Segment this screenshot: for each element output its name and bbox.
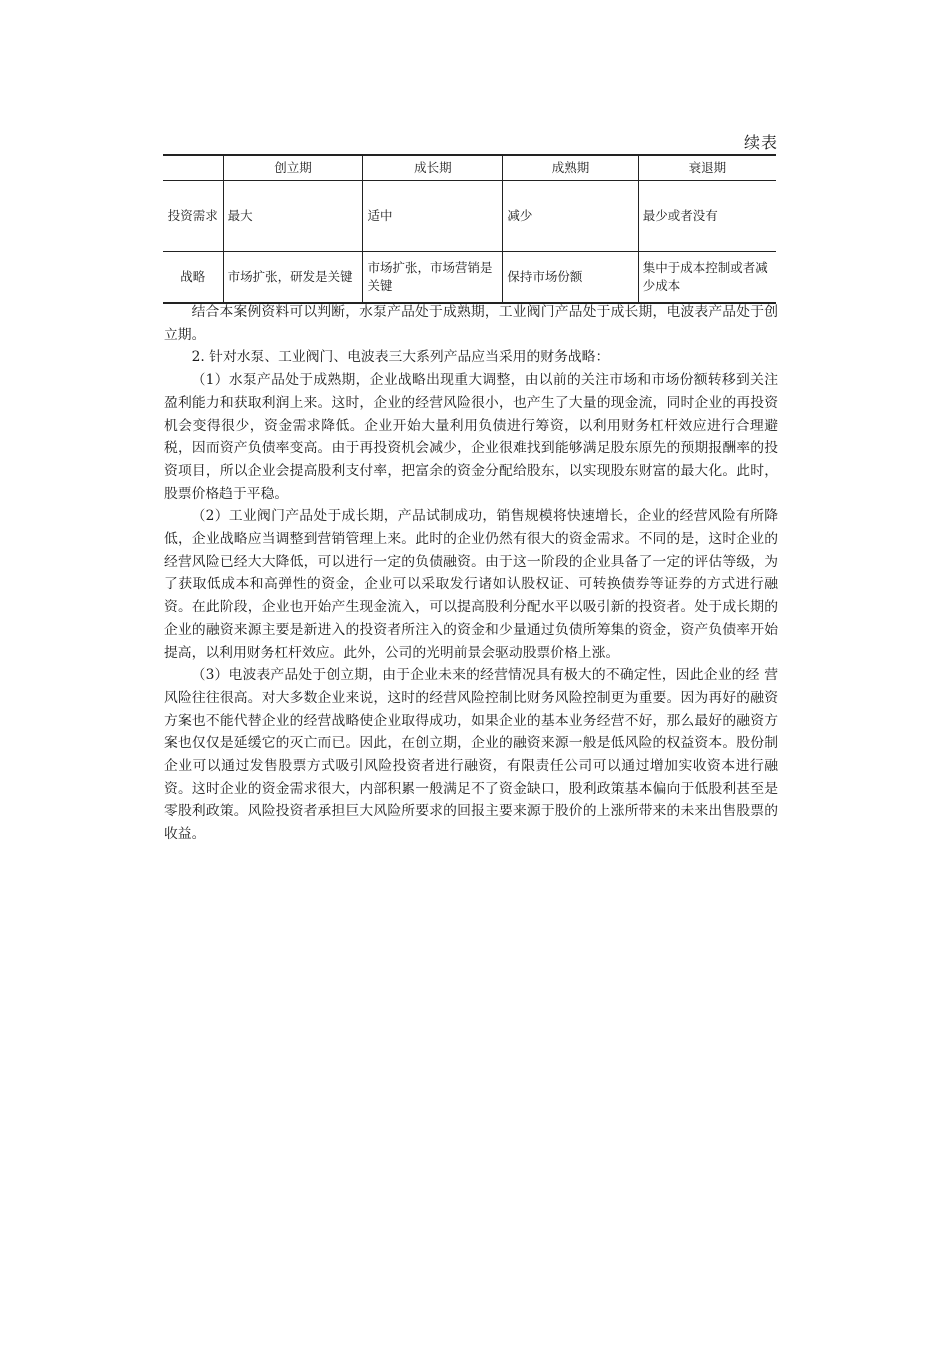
table-cell: 最少或者没有 [638,181,776,252]
table-header-corner [163,155,223,181]
row-label-investment: 投资需求 [163,181,223,252]
life-cycle-table [163,154,776,304]
paragraph-water-pump: （1）水泵产品处于成熟期，企业战略出现重大调整，由以前的关注市场和市场份额转移到关注盈利能力和获取利润上来。这时，企业的经营风险很小，也产生了大量的现金流，同时企业的再投资机会变得很少，资金需求降低。企业开始大量利用负债进行筹资，以利用财务杠杆效应进行合理避税，因而资产负债率变高。由于再投资机会减少，企业很难找到能够满足股东原先的预期报酬率的投资项目，所以企业会提高股利支付率，把富余的资金分配给股东，以实现股东财富的最大化。此时，股票价格趋于平稳。 [164,372,778,502]
table-header-maturity: 成熟期 [503,155,638,181]
table-row [163,252,776,304]
table-header-row [163,155,776,181]
paragraph-conclusion: 结合本案例资料可以判断，水泵产品处于成熟期，工业阀门产品处于成长期，电波表产品处于创立期。 [164,304,778,343]
body-text [164,301,778,846]
table-header-startup: 创立期 [223,155,363,181]
table-cell: 减少 [503,181,638,252]
table-row [163,181,776,252]
paragraph-radio-watch: （3）电波表产品处于创立期，由于企业未来的经营情况具有极大的不确定性，因此企业的经 营风险往往很高。对大多数企业来说，这时的经营风险控制比财务风险控制更为重要。因为再好的融资方案也不能代替企业的经营战略使企业取得成功，如果企业的基本业务经营不好，那么最好的融资方案也仅仅是延缓它的灭亡而已。因此，在创立期，企业的融资来源一般是低风险的权益资本。股份制企业可以通过发售股票方式吸引风险投资者进行融资，有限责任公司可以通过增加实收资本进行融资。这时企业的资金需求很大，内部积累一般满足不了资金缺口，股利政策基本偏向于低股利甚至是零股利政策。风险投资者承担巨大风险所要求的回报主要来源于股价的上涨所带来的未来出售股票的收益。 [164,667,778,843]
table-cell: 市场扩张，市场营销是关键 [363,252,503,304]
table-cell: 市场扩张，研发是关键 [223,252,363,304]
table-header-decline: 衰退期 [638,155,776,181]
paragraph-heading-2: 2. 针对水泵、工业阀门、电波表三大系列产品应当采用的财务战略： [191,349,610,366]
table-cell: 保持市场份额 [503,252,638,304]
paragraph-industrial-valve: （2）工业阀门产品处于成长期，产品试制成功，销售规模将快速增长，企业的经营风险有所降低，企业战略应当调整到营销管理上来。此时的企业仍然有很大的资金需求。不同的是，这时企业的经营风险已经大大降低，可以进行一定的负债融资。由于这一阶段的企业具备了一定的评估等级，为了获取低成本和高弹性的资金，企业可以采取发行诸如认股权证、可转换债券等证券的方式进行融资。在此阶段，企业也开始产生现金流入，可以提高股利分配水平以吸引新的投资者。处于成长期的企业的融资来源主要是新进入的投资者所注入的资金和少量通过负债所筹集的资金，资产负债率开始提高，以利用财务杠杆效应。此外，公司的光明前景会驱动股票价格上涨。 [164,508,778,661]
continued-table-label: 续表 [744,133,779,152]
table-cell: 最大 [223,181,363,252]
table-header-growth: 成长期 [363,155,503,181]
row-label-strategy: 战略 [163,252,223,304]
table-cell: 适中 [363,181,503,252]
table-cell: 集中于成本控制或者减少成本 [638,252,776,304]
